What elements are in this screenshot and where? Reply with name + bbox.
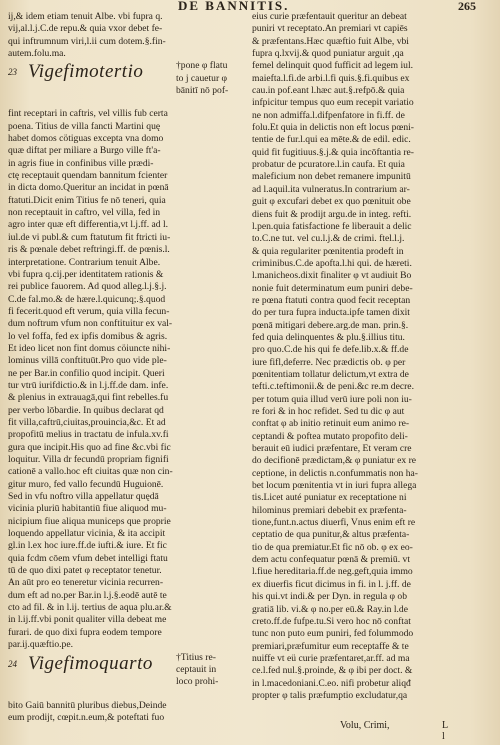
text-line: iure fifl,deferre. Nec prædictis ob. φ per bbox=[252, 356, 406, 368]
text-line: re fori & in hoc refidet. Sed tu dic φ aut bbox=[252, 406, 405, 417]
text-line: fi fecerit.quod eft verum, quia villa fecun- bbox=[8, 305, 170, 317]
text-line: iul.de vi publ.& cum ftatutum fit ftricti iu- bbox=[8, 231, 171, 243]
catchword: Volu, Crimi, bbox=[340, 720, 390, 731]
text-line: loco prohi- bbox=[176, 676, 219, 688]
text-line: quid fit fugitiuus.§.j.& quia incōftantia re- bbox=[252, 146, 414, 158]
text-line: to.C.ne tut. vel cu.l.j.& de crimi. ftel.l.j. bbox=[252, 233, 405, 245]
section-23-heading-block bbox=[8, 60, 243, 108]
section-heading: Vigefimoquarto bbox=[28, 652, 153, 674]
text-line: eum prodijt, cœpit.n.eum,& poteftati fuo bbox=[8, 711, 165, 723]
text-line: creto.ff.de fufpe.tu.Si vero hoc nō conftat bbox=[252, 615, 411, 627]
text-line: cau.in pof.eant l.hæc aut.§.refpō.& quia bbox=[252, 85, 405, 97]
text-line: in agris fiue in confinibus ville prædi- bbox=[8, 157, 154, 169]
text-line: ris & pœnale debet reftringi.ff. de pœnis.l. bbox=[8, 244, 170, 256]
section-side-text bbox=[176, 60, 228, 97]
text-line: Et ideo licet non fint domus cöiuncte nihi- bbox=[8, 342, 171, 354]
right-column bbox=[252, 11, 492, 702]
text-line: re pœna ftatuti contra quod fecit receptan bbox=[252, 294, 411, 306]
text-line: l.fiue hereditaria.ff.de neg.geft,quia immo bbox=[252, 566, 413, 578]
text-line: premiari,præfumitur eum receptaffe & te bbox=[252, 640, 409, 652]
text-line: vicinia pluriū habitantiū fiue aliquod mu- bbox=[8, 503, 167, 515]
text-line: habet domos cötiguas excepta vna domo bbox=[8, 133, 164, 145]
text-line: in l.macedoniani.C.eo. nifi probetur aliqđ bbox=[252, 677, 411, 689]
text-line: per verbo lōbardie. In quibus declarat qd bbox=[8, 404, 164, 416]
text-line: †pone φ flatu bbox=[176, 60, 228, 72]
text-line: gitur muro, fed vallo fecundū Huguionē. bbox=[8, 478, 164, 490]
text-line: quia fcdm cōem vfum debet intelligi ftatu bbox=[8, 552, 168, 564]
text-line: tis.Licet auté puniatur ex receptatione ni bbox=[252, 492, 407, 504]
text-line: vbi fupra q.cij.per identitatem rationis & bbox=[8, 268, 164, 280]
text-line: probatur de pcuratore.l.in caufa. Et quia bbox=[252, 159, 405, 171]
text-line: eius curie præfentauit queritur an debeat bbox=[252, 11, 407, 22]
text-line: agro inter quæ eft differentia,vt l.j.ff. ad l. bbox=[8, 219, 169, 231]
text-line: tū de quo dixi patet φ receptator tenetur. bbox=[8, 565, 162, 577]
text-line: nonie fuit determinatum eum puniri debe- bbox=[252, 282, 413, 294]
text-line: criminibus.C.de apofta.l.hi qui. de hæreti. bbox=[252, 257, 412, 269]
text-line: puniri vt receptato.An premiari vt capiēs bbox=[252, 23, 408, 35]
text-line: lominus villā conftituūt.Pro quo vide ple- bbox=[8, 355, 167, 367]
text-line: ceptauit in bbox=[176, 663, 217, 675]
text-line: maleficium non debet remanere impunitū bbox=[252, 171, 411, 183]
text-line: bet locum pœnitentia vt in iuri fupra allega bbox=[252, 480, 417, 492]
text-line: fed quia delinquentes & plu.§.illius titu. bbox=[252, 331, 405, 343]
text-line: tefti.c.teftimonii.& de peni.&c re.m decre. bbox=[252, 381, 414, 393]
text-line: & plenius in extrauagā,qui fint rebelles.fu bbox=[8, 392, 169, 404]
text-line: pro quo.C.de his qui fe defe.lib.x.& ff.de bbox=[252, 344, 409, 356]
text-line: Sed in vfu noftro villa appellatur quędā bbox=[8, 491, 159, 503]
page-number: 265 bbox=[458, 0, 476, 13]
text-line: diens fuit & prodijt argu.de in integ. refti. bbox=[252, 208, 412, 220]
text-line: bito Gaiū bannitū pluribus diebus,Deinde bbox=[8, 699, 167, 711]
text-line: bānitī nō pof- bbox=[176, 85, 229, 97]
text-line: nicipium fiue aliqua municeps que proprie bbox=[8, 515, 171, 527]
text-line: ex diuerfis ficut dicimus in fi. in l. j.ff. de bbox=[252, 578, 411, 590]
text-line: in l.ij.ff.vbi ponit qualiter villa debeat me bbox=[8, 614, 167, 626]
text-line: tio de qua premiatur.Et fic nō ob. φ ex eo- bbox=[252, 541, 413, 553]
text-line: berauit eū iudici præfentare, Et veram cre bbox=[252, 443, 412, 455]
text-line: loquitur. Villa dr fecundū propriam fignifi bbox=[8, 454, 169, 465]
text-line: per totum quia illud verū iure poli non iu- bbox=[252, 393, 412, 405]
text-line: l.manicheos.dixit finaliter φ vt audiuit Bo bbox=[252, 270, 412, 282]
text-line: maiefta.l.fi.de arbi.l.fi quis.§.fi.quibus ex bbox=[252, 72, 410, 84]
text-line: guit φ excufari debet ex quo pœnituit obe bbox=[252, 196, 411, 208]
text-line: gl.in l.ex hoc iure.ff.de iufti.& iure. Et fic bbox=[8, 540, 167, 552]
text-line: ne per Bar.in confilio quod incipit. Queri bbox=[8, 367, 165, 379]
section-24-heading-block bbox=[8, 652, 243, 700]
text-line: ceptione, in delictis n.confummatis non ha- bbox=[252, 467, 418, 479]
section-heading: Vigefimotertio bbox=[28, 61, 144, 83]
text-line: gratiā lib. vi.& φ no.per eū.& Ray.in l.de bbox=[252, 603, 408, 615]
section-number: 24 bbox=[8, 658, 17, 669]
text-line: fupra q.lxvij.& quod puniatur arguit ,qa bbox=[252, 48, 404, 60]
section-number: 23 bbox=[8, 67, 17, 78]
text-line: qui inftrumnum viri,l.ii cum dotem.§.fin- bbox=[8, 35, 166, 47]
text-line: tentie de fur.l.qui ea mēte.& de edil. edic. bbox=[252, 134, 411, 146]
text-line: his qui.vt indi.& per Dyn. in regula φ ob bbox=[252, 591, 408, 603]
text-line: rei publice fauorem. Ad quod alleg.l.j.§.j. bbox=[8, 281, 167, 293]
text-line: & quia regulariter pœnitentia prodeft in bbox=[252, 245, 404, 257]
text-line: quæ diftat per miliare a Burgo ville ft'a- bbox=[8, 145, 161, 157]
text-line: fint receptari in caftris, vel villis fub certa bbox=[8, 108, 168, 120]
text-line: par.ij.quæftio.pe. bbox=[8, 639, 74, 651]
text-line: folu.Et quia in delictis non eft locus pœni- bbox=[252, 122, 414, 134]
text-line: cationē a vallo.hoc eft ciuitas quæ non cin- bbox=[8, 466, 173, 478]
text-line: loquendo appellatur vicinia, & ita accipit bbox=[8, 528, 166, 540]
text-line: C.de fal.mo.& de hære.l.quicunq;.§.quod bbox=[8, 293, 166, 305]
text-line: cto ad fil. & in l.ij. tertius de aqua plu.ar.& bbox=[8, 602, 172, 614]
text-line: do decifionē prædictam,& φ puniatur ex re bbox=[252, 455, 417, 467]
text-line: l.pen.quia fatisfactione fe liberauit a delic bbox=[252, 220, 412, 232]
text-line: ceptatio de qua punitur,& altus præfenta- bbox=[252, 529, 410, 541]
text-line: fit villa,caftrū,ciuitas,prouincia,&c. Et ad bbox=[8, 416, 166, 428]
text-line: ad l.aquil.ita vulneratus.In contrarium ar- bbox=[252, 183, 410, 195]
text-line: to j cauetur φ bbox=[176, 72, 228, 84]
text-line: dum eft ad no.per Bar.in l.j.§.eodē autē te bbox=[8, 589, 167, 601]
text-line: vij,al.l.j.C.de repu.& quia vxor debet fe- bbox=[8, 23, 163, 35]
text-line: gura que incipit.His quo ad fine &c.vbi fic bbox=[8, 441, 171, 453]
text-line: pœnā mitigari debere.arg.de man. prin.§. bbox=[252, 319, 409, 331]
text-line: conftat φ ab initio retinuit eum animo re- bbox=[252, 418, 410, 430]
text-line: do per tura fupra inducta.ipfe tamen dixit bbox=[252, 307, 410, 319]
running-title: DE BANNITIS. bbox=[178, 0, 290, 13]
text-line: nuiffe vt eü curie præfentaret,ar.ff. ad ma bbox=[252, 652, 410, 664]
text-line: ne non admiffa.l.difpenfatore in fi.ff. de bbox=[252, 109, 405, 121]
text-line: non receptauit in caftro, vel villa, fed in bbox=[8, 207, 161, 219]
text-line: ceptandi & poftea mutato propofito deli- bbox=[252, 430, 408, 442]
text-line: hilominus premiari debebit ex præfenta- bbox=[252, 504, 407, 516]
text-line: & præfentans.Hæc quæftio fuit Albe, vbi bbox=[252, 35, 409, 47]
text-line: in dicta domo.Queritur an incidat in pœnā bbox=[8, 182, 169, 194]
text-line: infpicitur tempus quo eum recepit variatio bbox=[252, 97, 414, 109]
text-line: interpretatione. Contrarium tenuit Albe. bbox=[8, 256, 161, 268]
text-line: lo vel foffa, fed ex ipfis domibus & agris. bbox=[8, 330, 168, 342]
left-column bbox=[8, 11, 243, 724]
text-line: ij,& idem etiam tenuit Albe. vbi fupra q. bbox=[8, 11, 163, 22]
text-line: ftatuti.Dicit enim Titius fe nō teneri, quia bbox=[8, 194, 166, 206]
text-line: autem.folu.ma. bbox=[8, 48, 66, 60]
text-line: propofitū melius in tractatu de infula.xv.fi bbox=[8, 429, 169, 441]
text-line: tione,funt.n.actus diuerfi, Vnus enim eft re bbox=[252, 517, 416, 529]
text-line: ce.l.fed nul.§.proinde, & φ ibi per doct. & bbox=[252, 665, 413, 677]
section-side-text bbox=[176, 652, 218, 689]
text-line: poena. Titius de villa fancti Martini quę bbox=[8, 120, 161, 132]
text-line: propter φ talis præfumptio excludatur,qa bbox=[252, 689, 408, 701]
text-line: tur vtrū iurifdictio.& in l.j.ff.de dam. infe. bbox=[8, 379, 169, 391]
text-line: dem actu confequatur pœnā & premiū. vt bbox=[252, 554, 410, 566]
text-line: femel delinquit quod fufficit ad legem iul. bbox=[252, 60, 414, 72]
left-body-text bbox=[8, 108, 243, 651]
text-line: †Titius re- bbox=[176, 651, 216, 663]
text-line: ctę receptauit quendam bannitum fcienter bbox=[8, 170, 168, 182]
text-line: furari. de quo dixi fupra eodem tempore bbox=[8, 626, 162, 638]
text-line: pœnitentiam tollatur delictum,vt extra de bbox=[252, 368, 409, 380]
text-line: tunc non puto eum puniri, fed folummodo bbox=[252, 628, 414, 640]
text-line: An aūt pro eo teneretur vicinia recurren- bbox=[8, 577, 164, 589]
page-footer bbox=[340, 720, 448, 742]
signature-mark: L l bbox=[442, 720, 448, 742]
text-line: dum noftrum vfum non conftituitur ex val- bbox=[8, 318, 173, 330]
